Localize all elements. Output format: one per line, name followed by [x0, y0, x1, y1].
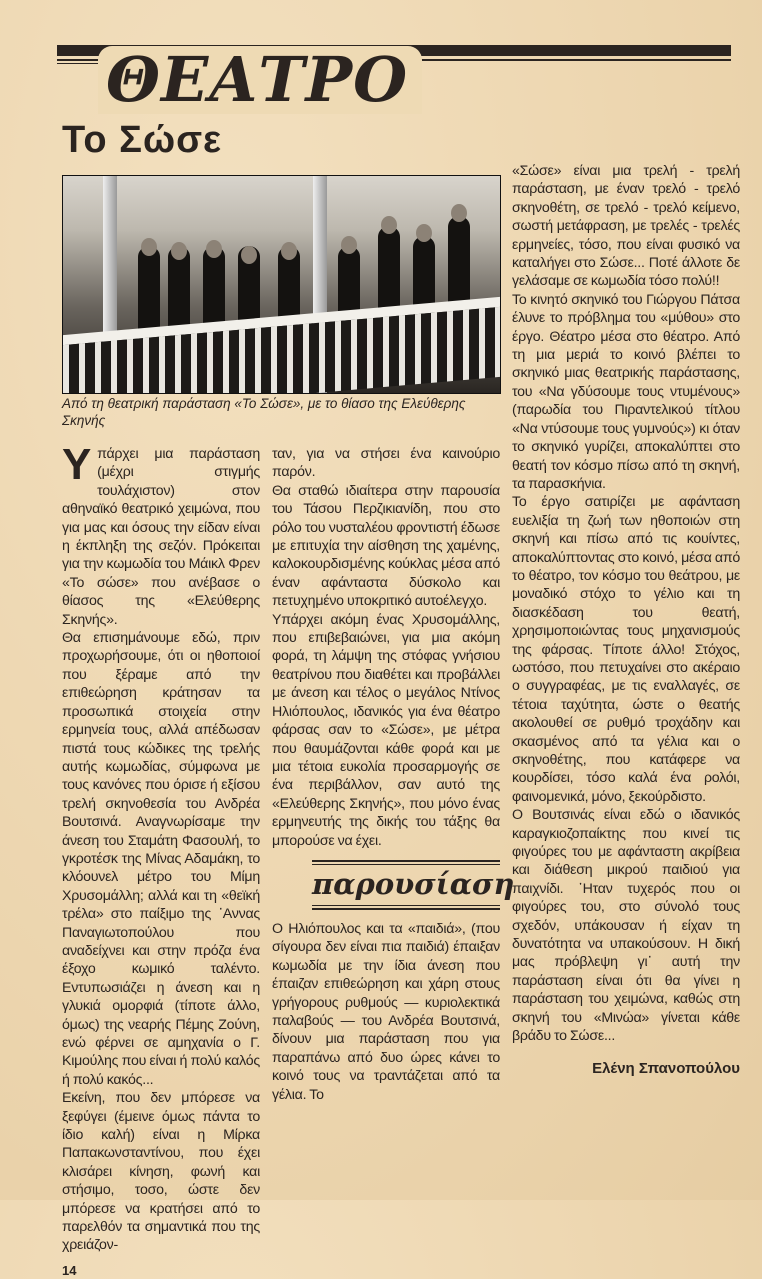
drop-cap: Υ — [62, 440, 92, 489]
paragraph: Θα σταθώ ιδιαίτερα στην παρουσία του Τάσου Περζικιανίδη, που στο ρόλο του νυσταλέου φροντιστή έδωσε με επιτυχία την αίσθηση της χαμένης, καλοκουρδισμένης κούκλας μέσα από έναν αφάνταστα δύσκολο και πετυχημένο υποκριτικό αυτοέλεγχο. — [272, 482, 500, 610]
paragraph: Θα επισημάνουμε εδώ, πριν προχωρήσουμε, ότι οι ηθοποιοί που ξέραμε από την επιθεώρηση κράτησαν τα προσωπικά στοιχεία στην ερμηνεία τους, αλλά απέδωσαν πιστά τους κώδικες της τρελής αυτής κωμωδίας, σύμφωνα με τους κανόνες που όρισε ή εξίσου τρελή σκηνοθεσία του Ανδρέα Βουτσινά. Αναγνωρίσαμε την άνεση του Σταμάτη Φασουλή, το γκροτέσκ της Μίνας Αδαμάκη, το κλόουνελ μέτρο του Μίμη Χρυσομάλλη; αλλά και τη «θεϊκή τρέλα» στο παίξιμο της ᾽Αννας Παναγιωτοπούλου που αναδείχνει και στην πρόζα ένα έξοχο κωμικό ταλέντο. Εντυπωσιάζει η άνεση και η γλυκιά ομορφιά (τίποτε άλλο, όμως) της νεαρής Πέμης Ζούνη, ενώ φέρνει σε αμηχανία ο Γ. Κιμούλης που είναι ή πολύ καλός ή πολύ κακός... — [62, 630, 260, 1088]
paragraph: Το έργο σατιρίζει με αφάνταση ευελιξία τη ζωή των ηθοποιών στη σκηνή και πίσω από τις κουίντες, αποκαλύπτοντας στο κοινό, μέσα από το θέατρο, τον κόσμο του θεάτρου, με μοναδικό στόχο το γέλιο και τη διασκέδαση του θεατή, χρησιμοποιώντας τους μηχανισμούς της φάρσας. Τίποτε άλλο! Στόχος, ωστόσο, που πετυχαίνει στο ακέραιο ο συγγραφέας, με τις εναλλαγές, σε τέτοια ταχύτητα, ώστε ο θεατής ακολουθεί σε ρυθμό τροχάδην και σκασμένος από τα γέλια και ο σκηνοθέτης, που κατάφερε να κουρδίσει, τόσο καλά ένα ρολόι, φαινομενικά, μόνο, ξεκούρδιστο. — [512, 494, 740, 805]
paragraph: πάρχει μια παράσταση (μέχρι στιγμής τουλάχιστον) στον αθηναϊκό θεατρικό χειμώνα, που για μας και όσους την είδαν είναι η έκπληξη της σεζόν. Πρόκειται για την κωμωδία του Μάικλ Φρεν «Το σώσε» που ανέβασε ο θίασος της «Ελεύθερης Σκηνής». — [62, 446, 260, 628]
subheading-title: παρουσίαση — [312, 866, 515, 901]
photo-caption: Από τη θεατρική παράσταση «Το Σώσε», με το θίασο της Ελεύθερης Σκηνής — [62, 396, 466, 428]
article-column-2 — [272, 445, 515, 1104]
page-number: 14 — [62, 1262, 77, 1278]
article-column-1 — [62, 440, 260, 1279]
paragraph: ταν, για να στήσει ένα καινούριο παρόν. — [272, 446, 500, 481]
paragraph: Εκείνη, που δεν μπόρεσε να ξεφύγει (έμεινε όμως πάντα το ίδιο καλή) είναι η Μίρκα Παπακωνσταντίνου, που έχει κλισάρει κίνηση, φωνή και στήσιμο, τοσο, ώστε δεν μπόρεσε να κρατήσει από το παρελθόν τα σημαντικά που της χρειάζον- — [62, 1090, 260, 1254]
paragraph: Ο Ηλιόπουλος και τα «παιδιά», (που σίγουρα δεν είναι πια παιδιά) έπαιξαν κωμωδία με την ίδια άνεση που έπαιζαν επιθεώρηση και χάρη στους γρήγορους ρυθμούς — κυριολεκτικά παλαβούς — του Ανδρέα Βουτσινά, δίνουν μια παράσταση που για παραπάνω από δυο ώρες κάνει το κοινό τους να τραντάζεται από τα γέλια. Το — [272, 920, 500, 1103]
paragraph: Υπάρχει ακόμη ένας Χρυσομάλλης, που επιβεβαιώνει, για μια ακόμη φορά, τη λάμψη της στόφας γνήσιου θεατρίνου που διαθέτει και προβάλλει με άνεση και τέλος ο μεγάλος Ντίνος Ηλιόπουλος, ιδανικός για ένα θέατρο φάρσας σαν το «Σώσε», με μέτρα που θαυμάζονται κάθε φορά και με μια τέτοια ευκολία προσαρμογής σε ένα περιβάλλον, σαν αυτό της «Ελεύθερης Σκηνής», που μόνο ένας ερμηνευτής της δικής του τάξης θα μπορούσε να έχει. — [272, 611, 500, 849]
article-photo — [62, 175, 501, 394]
article-title: Το Σώσε — [62, 119, 223, 161]
article-column-3 — [512, 162, 740, 1078]
paragraph: Ο Βουτσινάς είναι εδώ ο ιδανικός καραγκιοζοπαίκτης που κινεί τις φιγούρες του με αφάνταστη ακρίβεια και διάθεση μικρού παιδιού για παιχνίδι. ᾽Ηταν τυχερός που οι φιγούρες του, στο σύνολό τους σχεδόν, υπάκουσαν ή είχαν τη δυνατότητα να υπακούσουν. Η δική μας πρόβλεψη γι᾽ αυτή την παράσταση είναι ότι θα γίνει η παράσταση του χειμώνα, καθώς στη σκηνή του «Μινώα» γίνεται κάθε βράδυ το Σώσε... — [512, 807, 740, 1045]
paragraph: Το κινητό σκηνικό του Γιώργου Πάτσα έλυνε το πρόβλημα του «μύθου» στο έργο. Θέατρο μέσα στο θέατρο. Από τη μια μεριά το κοινό βλέπει το σκηνικό μιας θεατρικής παράστασης, του «Να γδύσουμε τους ντυμένους» (παρωδία του Πιραντελικού τίτλου «Να ντύσουμε τους γυμνούς») κι όταν το σκηνικό γυρίζει, αποκαλύπτει στο θεατή τον κόσμο πίσω από τη σκηνή, τα παρασκήνια. — [512, 291, 740, 492]
section-title: ΘΕΑΤΡΟ — [98, 46, 422, 114]
paragraph: «Σώσε» είναι μια τρελή - τρελή παράσταση, με έναν τρελό - τρελό σκηνοθέτη, σε τρελό - τρελό κείμενο, σωστή μετάφραση, με τρελές - τρελές ερμηνείες, τόσο, που είναι φυσικό να καταλήγει στο Σώσε... Ποτέ άλλοτε δε γελάσαμε σε κωμωδία τόσο πολύ!! — [512, 163, 740, 290]
subheading-box — [312, 860, 515, 910]
author-signature: Ελένη Σπανοπούλου — [592, 1059, 740, 1077]
